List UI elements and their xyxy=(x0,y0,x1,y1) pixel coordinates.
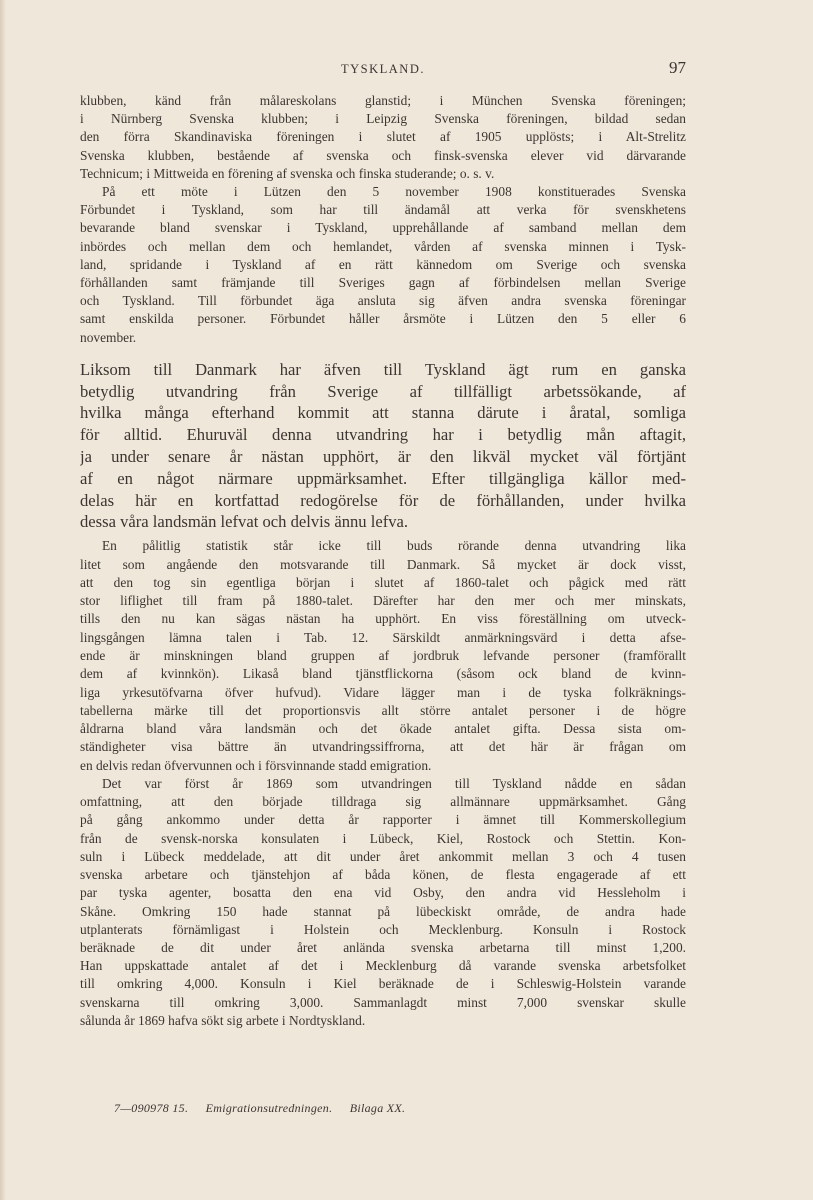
text-line: land, spridande i Tyskland af en rätt kännedom om Sverige och svenska xyxy=(80,256,686,272)
text-line: ja under senare år nästan upphört, är den likväl mycket väl förtjänt xyxy=(80,447,686,467)
series-title: Emigrationsutredningen. xyxy=(205,1101,333,1115)
paragraph-forbundet xyxy=(80,183,686,347)
text-line: Förbundet i Tyskland, som har till ändamål att verka för svenskhetens xyxy=(80,202,686,218)
text-line: sålunda år 1869 hafva sökt sig arbete i Nordtyskland. xyxy=(80,1012,366,1028)
text-line: Det var först år 1869 som utvandringen till Tyskland nådde en sådan xyxy=(102,776,686,792)
paragraph-intro-emigration xyxy=(80,359,686,533)
text-line: par tyska agenter, bosatta den ena vid Osby, den andra vid Hessleholm i xyxy=(80,885,686,901)
text-line: från de svensk-norska konsulaten i Lübeck, Kiel, Rostock och Stettin. Kon- xyxy=(80,830,686,846)
text-line: liga yrkesutöfvarna öfver hufvud). Vidare lägger man i de tyska folkräknings- xyxy=(80,684,686,700)
text-line: och Tyskland. Till förbundet äga ansluta sig äfven andra svenska föreningar xyxy=(80,293,686,309)
text-line: svenskarna till omkring 3,000. Sammanlagdt minst 7,000 svenskar skulle xyxy=(80,994,686,1010)
text-line: svenska arbetare och tjänstehjon af båda könen, de flesta engagerade af ett xyxy=(80,867,686,883)
text-line: klubben, känd från målareskolans glanstid; i München Svenska föreningen; xyxy=(80,93,686,108)
text-line: ende är minskningen bland gruppen af jordbruk lefvande personer (framförallt xyxy=(80,648,686,663)
running-head: TYSKLAND. xyxy=(341,62,425,76)
text-line: suln i Lübeck meddelade, att dit under året ankommit mellan 3 och 4 tusen xyxy=(80,848,686,864)
text-line: Han uppskattade antalet af det i Mecklenburg då varande svenska arbetsfolket xyxy=(80,958,686,974)
text-line: På ett möte i Lützen den 5 november 1908 konstituerades Svenska xyxy=(102,184,686,200)
text-line: En pålitlig statistik står icke till buds rörande denna utvandring lika xyxy=(102,538,686,554)
paragraph-statistics xyxy=(80,537,686,775)
text-line: i Nürnberg Svenska klubben; i Leipzig Svenska föreningen, bildad sedan xyxy=(80,111,686,127)
text-line: tabellerna märke till det proportionsvis allt större antalet personer i de högre xyxy=(80,702,686,718)
text-line: hvilka många efterhand kommit att stanna därute i åratal, somliga xyxy=(80,403,686,423)
appendix-label: Bilaga XX. xyxy=(349,1101,406,1115)
text-line: inbördes och mellan dem och hemlandet, vården af svenska minnen i Tysk- xyxy=(80,238,686,254)
text-line: utplanterats förnämligast i Holstein och Mecklenburg. Konsuln i Rostock xyxy=(80,921,686,937)
text-line: omfattning, att den började tilldraga sig allmännare uppmärksamhet. Gång xyxy=(80,794,686,810)
text-line: betydlig utvandring från Sverige af tillfälligt arbetssökande, af xyxy=(80,381,686,401)
text-line: ständigheter visa bättre än utvandringssiffrorna, att det här är frågan om xyxy=(80,739,686,755)
text-line: beräknade de dit under året anlända svenska arbetarna till minst 1,200. xyxy=(80,939,686,955)
text-line: dessa våra landsmän lefvat och delvis ännu lefva. xyxy=(80,512,409,532)
paragraph-1869 xyxy=(80,775,686,1030)
text-line: till omkring 4,000. Konsuln i Kiel beräknade de i Schleswig-Holstein varande xyxy=(80,976,686,992)
text-line: tills den nu kan sägas nästan ha upphört. En viss föreställning om utveck- xyxy=(80,611,686,627)
print-code: 7—090978 15. xyxy=(114,1101,189,1115)
text-line: samt enskilda personer. Förbundet håller årsmöte i Lützen den 5 eller 6 xyxy=(80,311,686,327)
text-line: dem af kvinnkön). Likaså bland tjänstflickorna (såsom ock bland de kvinn- xyxy=(80,666,686,682)
text-line: november. xyxy=(80,329,137,345)
page-footer xyxy=(114,1101,419,1116)
text-line: den förra Skandinaviska föreningen i slutet af 1905 upplösts; i Alt-Strelitz xyxy=(80,129,686,145)
text-line: stor liflighet till fram på 1880-talet. Därefter har den mer och mer minskats, xyxy=(80,593,686,609)
text-line: lingsgången lämna talen i Tab. 12. Särskildt anmärkningsvärd i detta afse- xyxy=(80,629,686,645)
text-line: för alltid. Ehuruväl denna utvandring har i betydlig mån aftagit, xyxy=(80,425,686,445)
text-line: på gång ankommo under detta år rapporter i ämnet till Kommerskollegium xyxy=(80,812,686,828)
text-line: Svenska klubben, bestående af svenska och finsk-svenska elever vid därvarande xyxy=(80,147,686,163)
text-line: bevarande bland svenskar i Tyskland, upprehållande af samband mellan dem xyxy=(80,220,686,236)
text-line: af en något närmare uppmärksamhet. Efter tillgängliga källor med- xyxy=(80,468,686,488)
text-line: förhållanden samt främjande till Sveriges gagn af förbindelsen mellan Sverige xyxy=(80,275,686,291)
text-line: litet som angående den motsvarande till Danmark. Så mycket är dock visst, xyxy=(80,556,686,572)
text-line: Liksom till Danmark har äfven till Tyskland ägt rum en ganska xyxy=(80,359,686,379)
page-body xyxy=(80,92,686,1030)
text-line: åldrarna bland våra landsmän och det ökade antalet gifta. Dessa sista om- xyxy=(80,721,686,737)
page-number: 97 xyxy=(669,58,686,77)
page-edge xyxy=(0,0,6,1200)
text-line: Technicum; i Mittweida en förening af svenska och finska studerande; o. s. v. xyxy=(80,165,495,181)
text-line: Skåne. Omkring 150 hade stannat på lübeckiskt område, de andra hade xyxy=(80,903,686,919)
page-header xyxy=(80,58,686,80)
text-line: att den tog sin egentliga början i slutet af 1860-talet och pågick med rätt xyxy=(80,574,686,590)
paragraph-club-list xyxy=(80,92,686,183)
text-line: delas här en kortfattad redogörelse för de förhållanden, under hvilka xyxy=(80,490,686,510)
text-line: en delvis redan öfvervunnen och i försvinnande stadd emigration. xyxy=(80,757,432,773)
